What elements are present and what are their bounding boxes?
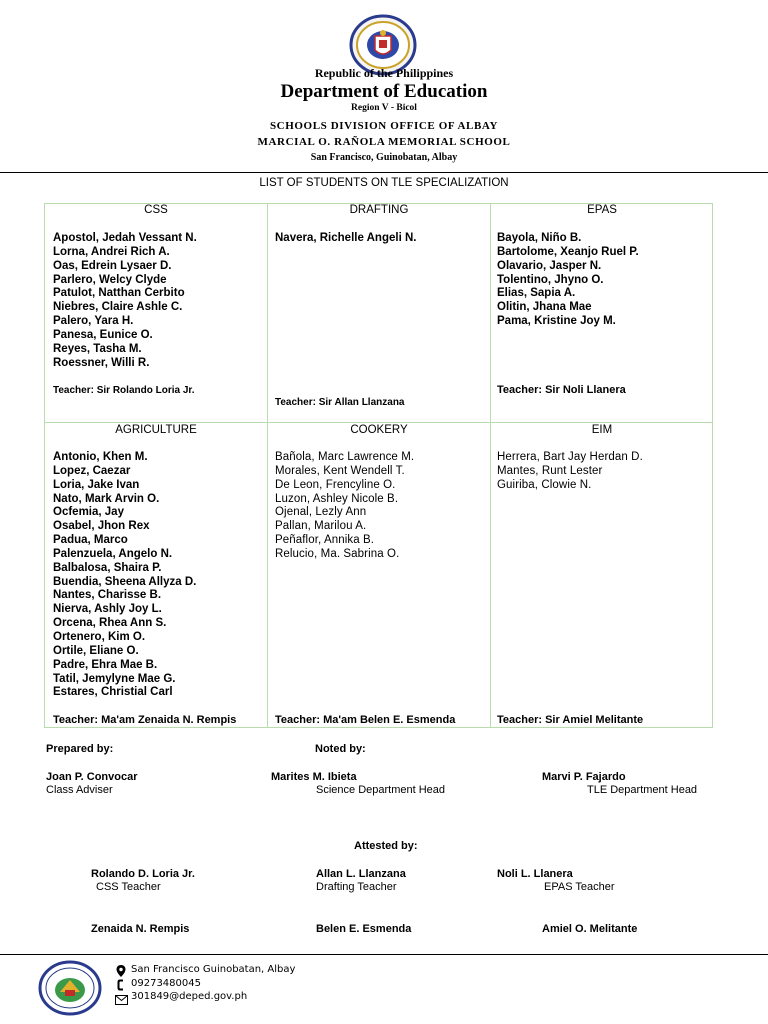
signatory-role: Class Adviser [46,784,113,796]
teacher-epas: Teacher: Sir Noli Llanera [497,384,626,396]
table-divider [44,422,713,423]
student-name: Padre, Ehra Mae B. [53,658,158,671]
student-name: Balbalosa, Shaira P. [53,561,162,574]
attested-by-label: Attested by: [354,840,418,852]
cell-title-css: CSS [144,204,168,216]
signatory-name: Allan L. Llanzana [316,868,406,880]
footer-email: 301849@deped.gov.ph [131,991,248,1002]
signatory-name: Marites M. Ibieta [271,771,357,783]
student-name: Orcena, Rhea Ann S. [53,617,167,630]
cell-title-drafting: DRAFTING [349,204,409,216]
student-name: Oas, Edrein Lysaer D. [53,259,172,272]
student-name: Palenzuela, Angelo N. [53,547,173,560]
noted-by-label: Noted by: [315,743,366,755]
student-name: Olitin, Jhana Mae [497,301,592,314]
student-list-agriculture [53,451,196,700]
student-name: Ortenero, Kim O. [53,630,146,643]
student-name: Bartolome, Xeanjo Ruel P. [497,245,639,258]
student-name: Nantes, Charisse B. [53,589,162,602]
student-name: Padua, Marco [53,534,128,547]
email-icon [115,992,128,1002]
student-name: Ortile, Eliane O. [53,644,139,657]
signatory-name: Rolando D. Loria Jr. [91,868,195,880]
signatory-role: Drafting Teacher [316,881,397,893]
student-name: Bañola, Marc Lawrence M. [275,451,415,463]
phone-icon [117,978,125,990]
student-name: Mantes, Runt Lester [497,464,603,477]
student-name: De Leon, Frencyline O. [275,478,396,491]
student-name: Navera, Richelle Angeli N. [275,232,417,244]
signatory-name: Noli L. Llanera [497,868,573,880]
footer-phone: 09273480045 [131,978,201,989]
signatory-role: TLE Department Head [587,784,698,796]
student-name: Nierva, Ashly Joy L. [53,603,162,616]
student-name: Antonio, Khen M. [53,451,148,463]
cell-title-agriculture: AGRICULTURE [115,424,197,436]
student-name: Reyes, Tasha M. [53,342,142,355]
student-name: Lorna, Andrei Rich A. [53,245,170,258]
cell-title-epas: EPAS [587,204,617,216]
student-name: Apostol, Jedah Vessant N. [53,232,197,244]
student-name: Morales, Kent Wendell T. [275,464,405,477]
student-name: Luzon, Ashley Nicole B. [275,492,399,505]
location-pin-icon [116,964,126,976]
student-name: Bayola, Niño B. [497,232,582,244]
student-list-css [53,232,197,370]
signatory-name: Marvi P. Fajardo [542,771,626,783]
table-divider [490,203,491,728]
signatory-name: Joan P. Convocar [46,771,138,783]
teacher-drafting: Teacher: Sir Allan Llanzana [275,397,405,408]
header-republic: Republic of the Philippines [314,66,454,80]
student-name: Parlero, Welcy Clyde [53,273,167,286]
student-name: Guiriba, Clowie N. [497,478,592,491]
document-title: LIST OF STUDENTS ON TLE SPECIALIZATION [259,177,509,189]
footer-divider [0,954,768,955]
student-list-epas [497,232,639,329]
student-name: Herrera, Bart Jay Herdan D. [497,451,643,463]
header-divider [0,172,768,173]
footer-location: San Francisco Guinobatan, Albay [131,964,296,975]
header-address: San Francisco, Guinobatan, Albay [310,152,458,163]
cell-title-cookery: COOKERY [350,424,408,436]
student-name: Pallan, Marilou A. [275,520,367,533]
student-name: Ocfemia, Jay [53,506,124,519]
signatory-name: Belen E. Esmenda [316,923,412,935]
school-logo [38,960,102,1016]
prepared-by-label: Prepared by: [46,743,114,755]
student-name: Tatil, Jemylyne Mae G. [53,672,176,685]
student-name: Pama, Kristine Joy M. [497,315,616,328]
student-name: Nato, Mark Arvin O. [53,492,160,505]
student-name: Peñaflor, Annika B. [275,534,375,547]
student-name: Olavario, Jasper N. [497,259,602,272]
teacher-agriculture: Teacher: Ma'am Zenaida N. Rempis [53,714,237,726]
signatory-role: CSS Teacher [96,881,161,893]
student-name: Buendia, Sheena Allyza D. [53,575,197,588]
teacher-cookery: Teacher: Ma'am Belen E. Esmenda [275,714,456,726]
signatory-name: Zenaida N. Rempis [91,923,190,935]
student-list-cookery [275,451,414,562]
student-name: Palero, Yara H. [53,315,134,328]
student-name: Relucio, Ma. Sabrina O. [275,547,400,560]
signatory-role: Science Department Head [316,784,446,796]
table-divider [267,203,268,728]
student-list-drafting [275,232,416,246]
student-name: Elias, Sapia A. [497,287,576,300]
student-name: Patulot, Natthan Cerbito [53,287,185,300]
student-name: Niebres, Claire Ashle C. [53,301,183,314]
signatory-name: Amiel O. Melitante [542,923,638,935]
student-name: Roessner, Willi R. [53,356,150,369]
student-name: Tolentino, Jhyno O. [497,273,604,286]
student-name: Loria, Jake Ivan [53,478,140,491]
student-name: Osabel, Jhon Rex [53,520,150,533]
signatory-role: EPAS Teacher [544,881,615,893]
student-name: Panesa, Eunice O. [53,328,153,341]
student-name: Ojenal, Lezly Ann [275,506,367,519]
header-region: Region V - Bicol [351,103,417,113]
student-list-eim [497,451,643,493]
header-school: MARCIAL O. RAÑOLA MEMORIAL SCHOOL [257,136,511,148]
student-name: Estares, Christial Carl [53,686,173,699]
teacher-eim: Teacher: Sir Amiel Melitante [497,714,644,726]
student-name: Lopez, Caezar [53,464,131,477]
teacher-css: Teacher: Sir Rolando Loria Jr. [53,385,195,396]
cell-title-eim: EIM [591,424,613,436]
header-department: Department of Education [280,81,488,102]
header-division: SCHOOLS DIVISION OFFICE OF ALBAY [269,120,499,132]
